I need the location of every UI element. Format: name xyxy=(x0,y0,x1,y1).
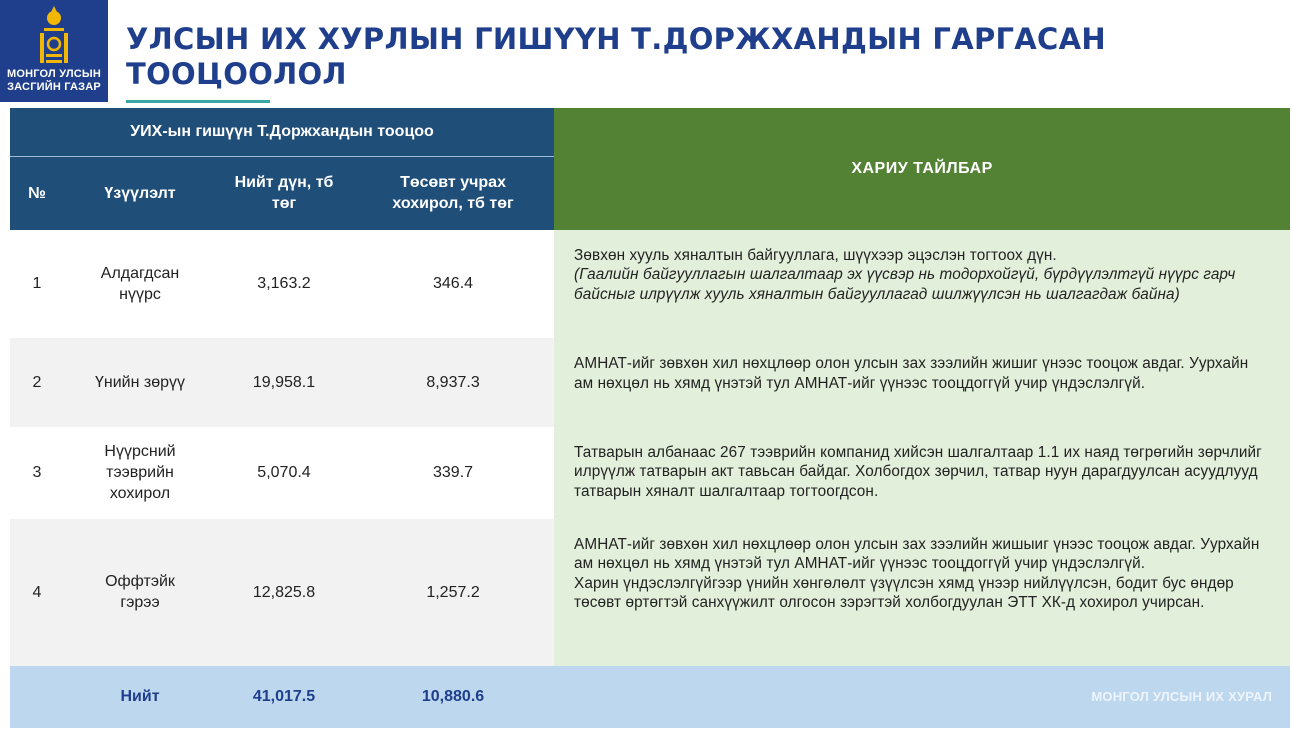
row-total: 5,070.4 xyxy=(216,427,352,519)
row-indicator: Нүүрсний тээврийн хохирол xyxy=(64,427,216,519)
logo-caption-line1: МОНГОЛ УЛСЫН xyxy=(6,68,101,80)
row-number: 1 xyxy=(10,230,64,339)
column-header-no: № xyxy=(10,157,64,230)
group-header: УИХ-ын гишүүн Т.Доржхандын тооцоо xyxy=(10,108,554,157)
table-row xyxy=(10,427,1290,519)
row-indicator: Алдагдсан нүүрс xyxy=(64,230,216,339)
logo-caption-line2: ЗАСГИЙН ГАЗАР xyxy=(7,81,101,93)
page-title xyxy=(126,22,1246,92)
explanation-text: АМНАТ-ийг зөвхөн хил нөхцлөөр олон улсын зах зээлийн жишиг үнээс тооцож авдаг. Уурхайн ам нөхцөл нь хямд үнэтэй тул АМНАТ-ийг үүнээс тооцдоггүй учир үндэслэлгүй. xyxy=(574,355,1249,392)
total-spacer xyxy=(10,666,64,728)
logo-caption xyxy=(0,68,108,94)
table-row xyxy=(10,519,1290,666)
row-explanation xyxy=(554,230,1290,339)
column-header-budget-loss: Төсөвт учрах хохирол, тб төг xyxy=(352,157,554,230)
row-budget-loss: 346.4 xyxy=(352,230,554,339)
row-number: 4 xyxy=(10,519,64,666)
column-header-indicator: Үзүүлэлт xyxy=(64,157,216,230)
soyombo-emblem-icon xyxy=(34,4,74,68)
row-explanation xyxy=(554,427,1290,519)
column-header-total: Нийт дүн, тб төг xyxy=(216,157,352,230)
total-budget-loss: 10,880.6 xyxy=(352,666,554,728)
page-title-line2: ТООЦООЛОЛ xyxy=(126,57,347,91)
row-budget-loss: 339.7 xyxy=(352,427,554,519)
row-indicator: Үнийн зөрүү xyxy=(64,338,216,426)
row-total: 12,825.8 xyxy=(216,519,352,666)
explanation-note: (Гаалийн байгууллагын шалгалтаар эх үүсвэр нь тодорхойгүй, бүрдүүлэлтгүй нүүрс гарч байсныг илрүүлж хууль хяналтын байгууллагад шилжүүлсэн нь шалгагдаж байна) xyxy=(574,266,1236,303)
row-total: 3,163.2 xyxy=(216,230,352,339)
total-sum: 41,017.5 xyxy=(216,666,352,728)
total-row xyxy=(10,666,1290,728)
row-explanation xyxy=(554,338,1290,426)
total-label: Нийт xyxy=(64,666,216,728)
footer-organization: МОНГОЛ УЛСЫН ИХ ХУРАЛ xyxy=(554,666,1290,728)
row-budget-loss: 1,257.2 xyxy=(352,519,554,666)
row-explanation xyxy=(554,519,1290,666)
explanation-header: ХАРИУ ТАЙЛБАР xyxy=(554,108,1290,230)
row-indicator: Оффтэйк гэрээ xyxy=(64,519,216,666)
explanation-text: АМНАТ-ийг зөвхөн хил нөхцлөөр олон улсын зах зээлийн жишыиг үнээс тооцож авдаг. Уурхайн ам нөхцөл нь хямд үнэтэй тул АМНАТ-ийг үүнээс тооцдоггүй учир үндэслэлгүй. xyxy=(574,535,1260,573)
explanation-text: Татварын албанаас 267 тээврийн компанид хийсэн шалгалтаар 1.1 их наяд төгрөгийн зөрчлийг илрүүлж татварын акт тавьсан байдаг. Холбогдох зөрчил, татвар нуун дарагдуулсан асуудлууд татварын хяналт шалгалтаар тогтоогдсон. xyxy=(574,443,1262,500)
table-row xyxy=(10,338,1290,426)
explanation-text: Зөвхөн хууль хяналтын байгууллага, шүүхээр эцэслэн тогтоох дүн. xyxy=(574,246,1057,264)
row-total: 19,958.1 xyxy=(216,338,352,426)
row-number: 2 xyxy=(10,338,64,426)
row-number: 3 xyxy=(10,427,64,519)
row-budget-loss: 8,937.3 xyxy=(352,338,554,426)
calculation-table xyxy=(10,108,1290,728)
page-title-line1: УЛСЫН ИХ ХУРЛЫН ГИШҮҮН Т.ДОРЖХАНДЫН ГАРГАСАН xyxy=(126,22,1106,56)
title-underline xyxy=(126,100,270,103)
table-row xyxy=(10,230,1290,339)
explanation-text-2: Харин үндэслэлгүйгээр үнийн хөнгөлөлт үзүүлсэн хямд үнээр нийлүүлсэн, бодит бус өндөр төсөвт өртөгтэй санхүүжилт олгосон зэрэгтэй холбогдуулан ЭТТ ХК-д хохирол учирсан. xyxy=(574,574,1234,612)
government-logo xyxy=(0,0,108,102)
